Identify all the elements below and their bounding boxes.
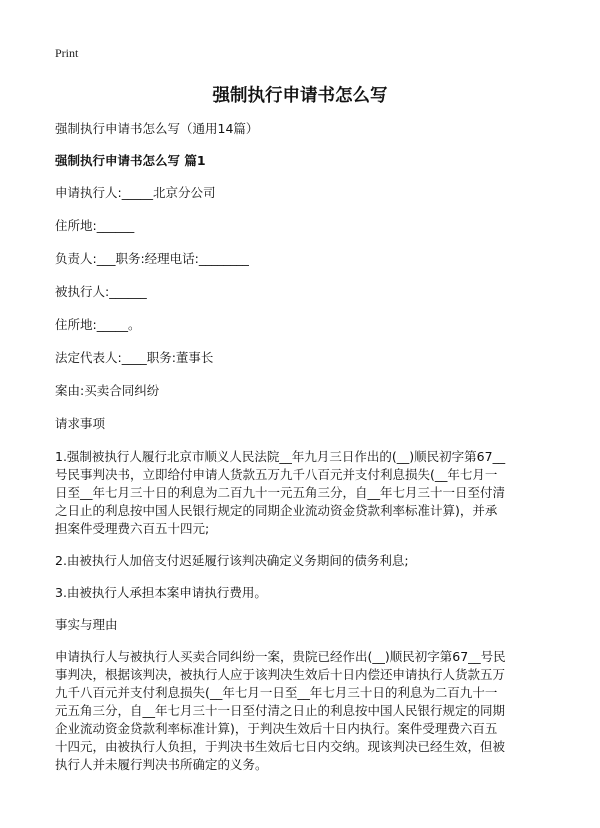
request-item-1-line: 号民事判决书，立即给付申请人货款五万九千八百元并支付利息损失(__年七月一 [55, 467, 498, 482]
page-title: 强制执行申请书怎么写 [212, 86, 388, 106]
facts-line: 企业流动资金贷款利率标准计算)，于判决生效后十日内执行。案件受理费六百五 [55, 721, 498, 736]
field-applicant: 申请执行人:_____北京分公司 [55, 185, 216, 200]
facts-heading: 事实与理由 [55, 617, 118, 632]
request-item-3: 3.由被执行人承担本案申请执行费用。 [55, 585, 267, 600]
request-item-1-line: 日至__年七月三十日的利息为二百九十一元五角三分，自__年七月三十一日至付清 [55, 485, 506, 500]
print-link[interactable]: Print [55, 46, 79, 60]
facts-line: 执行人并未履行判决书所确定的义务。 [55, 757, 268, 772]
field-cause-of-action: 案由:买卖合同纠纷 [55, 383, 160, 398]
facts-line: 九千八百元并支付利息损失(__年七月一日至__年七月三十日的利息为二百九十一 [55, 685, 498, 700]
facts-line: 十四元，由被执行人负担，于判决书生效后七日内交纳。现该判决已经生效，但被 [55, 739, 506, 754]
request-items-heading: 请求事项 [55, 416, 106, 431]
request-item-1-line: 1.强制被执行人履行北京市顺义人民法院__年九月三日作出的(__)顺民初字第67__ [55, 449, 506, 464]
request-item-2: 2.由被执行人加倍支付迟延履行该判决确定义务期间的债务利息; [55, 553, 409, 568]
facts-line: 申请执行人与被执行人买卖合同纠纷一案，贵院已经作出(__)顺民初字第67__号民 [55, 649, 506, 664]
request-item-1-line: 担案件受理费六百五十四元; [55, 521, 210, 536]
facts-line: 元五角三分，自__年七月三十一日至付清之日止的利息按中国人民银行规定的同期 [55, 703, 506, 718]
field-respondent: 被执行人:______ [55, 284, 147, 299]
request-item-1-line: 之日止的利息按中国人民银行规定的同期企业流动资金贷款利率标准计算)，并承 [55, 503, 498, 518]
facts-line: 事判决，根据该判决，被执行人应于该判决生效后十日内偿还申请执行人货款五万 [55, 667, 506, 682]
section-heading: 强制执行申请书怎么写 篇1 [55, 153, 206, 168]
field-person-in-charge: 负责人:___职务:经理电话:________ [55, 251, 249, 266]
document-body [55, 120, 555, 788]
request-item-1 [55, 448, 555, 538]
field-respondent-address: 住所地:_____。 [55, 317, 141, 332]
field-address: 住所地:______ [55, 218, 135, 233]
field-legal-representative: 法定代表人:____职务:董事长 [55, 350, 214, 365]
document-subtitle: 强制执行申请书怎么写（通用14篇） [55, 121, 259, 136]
facts-paragraph [55, 648, 555, 774]
